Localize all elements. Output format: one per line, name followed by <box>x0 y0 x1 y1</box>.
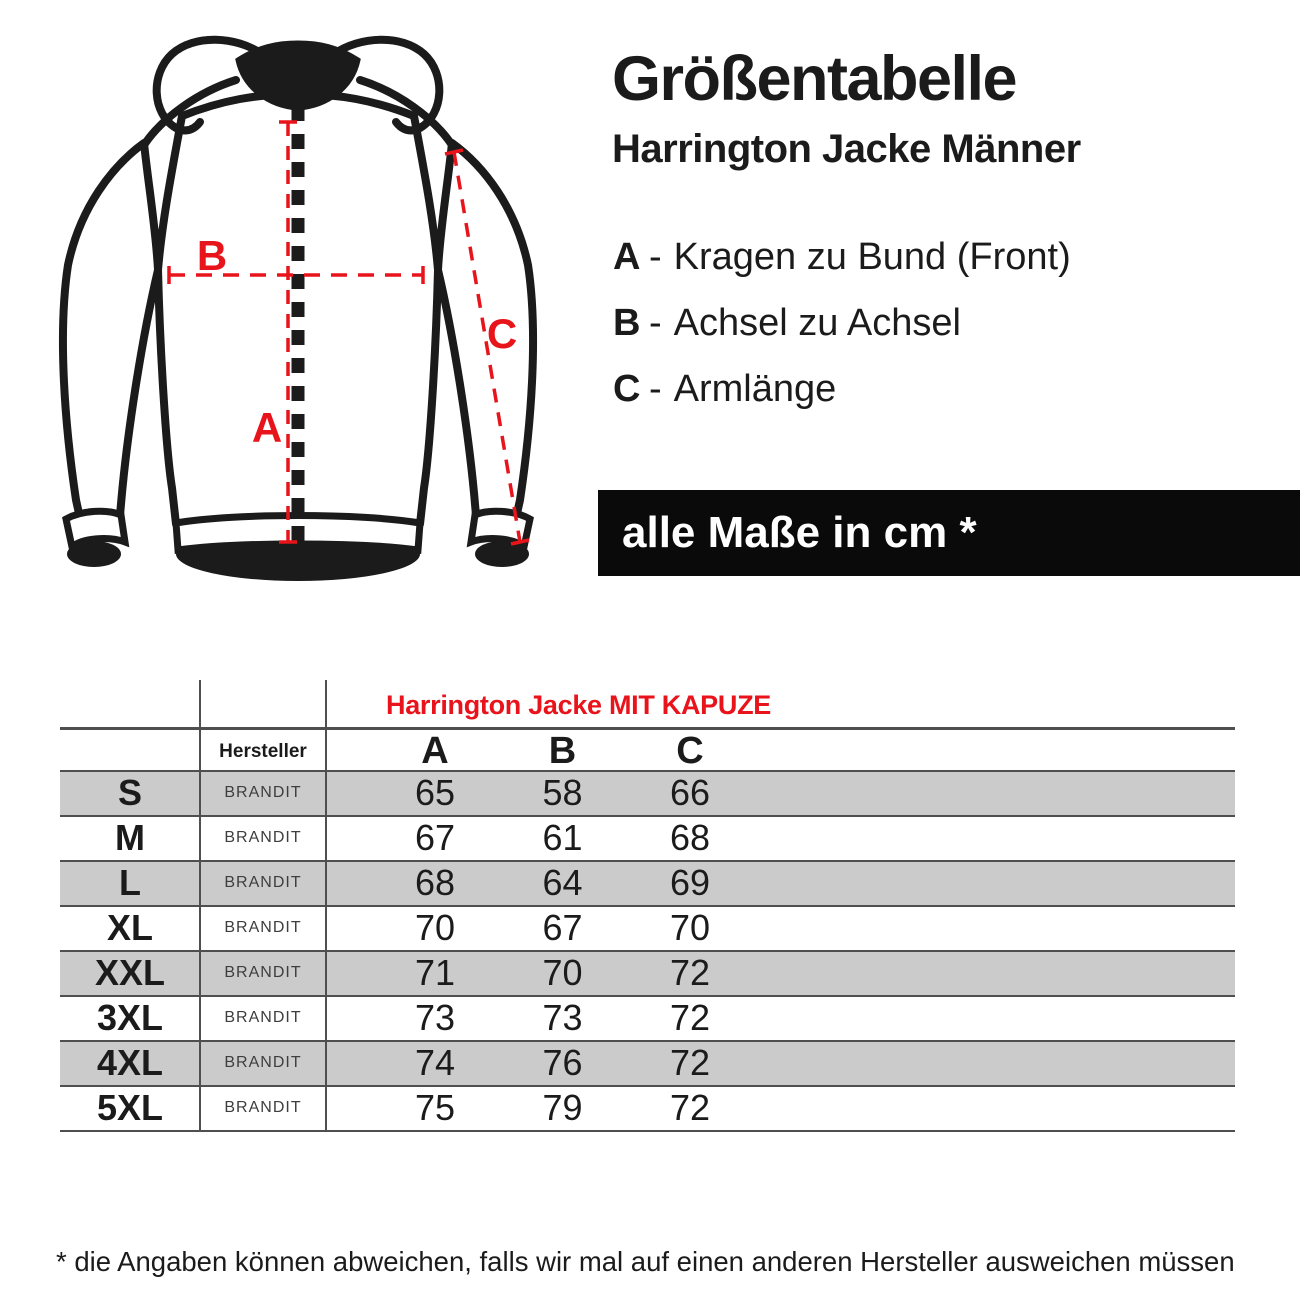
value-b-cell: 70 <box>542 951 583 993</box>
size-cell: M <box>115 816 145 858</box>
value-b-cell: 67 <box>542 906 583 948</box>
column-header-b: B <box>548 730 577 772</box>
value-a-cell: 70 <box>414 906 456 948</box>
value-c-cell: 72 <box>669 951 711 993</box>
column-header-a: A <box>421 730 449 772</box>
table-row <box>60 1040 1235 1085</box>
legend-label: Armlänge <box>673 368 837 410</box>
legend-letter: C <box>613 368 641 410</box>
legend-label: Kragen zu Bund (Front) <box>673 236 1071 278</box>
table-row <box>60 950 1235 995</box>
legend-letter: B <box>613 302 641 344</box>
column-header-manufacturer: Hersteller <box>219 740 307 762</box>
table-title: Harrington Jacke MIT KAPUZE <box>386 690 771 720</box>
value-b-cell: 61 <box>542 816 583 858</box>
manufacturer-cell: BRANDIT <box>224 873 302 891</box>
legend-separator: - <box>649 302 662 344</box>
diagram-label-a: A <box>251 404 283 451</box>
value-c-cell: 66 <box>669 771 711 813</box>
size-cell: XXL <box>94 951 165 993</box>
manufacturer-cell: BRANDIT <box>224 1053 302 1071</box>
table-row <box>60 995 1235 1040</box>
manufacturer-cell: BRANDIT <box>224 828 302 846</box>
value-b-cell: 73 <box>542 996 583 1038</box>
value-b-cell: 58 <box>542 771 583 813</box>
measurement-legend <box>613 224 1071 422</box>
size-cell: 4XL <box>96 1041 164 1083</box>
jacket-measurement-diagram <box>30 30 590 590</box>
table-row <box>60 1085 1235 1130</box>
value-a-cell: 75 <box>414 1086 456 1128</box>
size-cell: 3XL <box>96 996 164 1038</box>
legend-item-a <box>613 224 1071 290</box>
table-header-row <box>60 730 1235 770</box>
jacket-left-cuff <box>66 511 125 547</box>
value-a-cell: 73 <box>414 996 456 1038</box>
table-row <box>60 770 1235 815</box>
value-c-cell: 72 <box>669 996 711 1038</box>
value-a-cell: 74 <box>414 1041 456 1083</box>
value-c-cell: 68 <box>669 816 711 858</box>
value-c-cell: 70 <box>669 906 711 948</box>
size-cell: XL <box>106 906 153 948</box>
manufacturer-cell: BRANDIT <box>224 1098 302 1116</box>
size-table <box>60 680 1235 1132</box>
units-banner-text: alle Maße in cm * <box>622 508 977 557</box>
value-b-cell: 64 <box>542 861 583 903</box>
table-row <box>60 905 1235 950</box>
table-rule <box>60 1130 1235 1132</box>
legend-separator: - <box>649 368 662 410</box>
value-c-cell: 69 <box>669 861 711 903</box>
diagram-label-b: B <box>196 232 228 279</box>
manufacturer-cell: BRANDIT <box>224 963 302 981</box>
jacket-left-sleeve <box>63 143 158 518</box>
column-header-c: C <box>676 730 704 772</box>
value-b-cell: 76 <box>542 1041 583 1083</box>
value-c-cell: 72 <box>669 1041 711 1083</box>
size-cell: 5XL <box>96 1086 164 1128</box>
diagram-label-c: C <box>486 310 518 357</box>
manufacturer-cell: BRANDIT <box>224 918 302 936</box>
page-subtitle: Harrington Jacke Männer <box>612 127 1081 171</box>
value-b-cell: 79 <box>542 1086 583 1128</box>
value-a-cell: 68 <box>414 861 456 903</box>
page-title: Größentabelle <box>612 44 1017 114</box>
footnote: * die Angaben können abweichen, falls wir mal auf einen anderen Hersteller ausweichen müssen <box>56 1246 1235 1277</box>
manufacturer-cell: BRANDIT <box>224 783 302 801</box>
value-a-cell: 65 <box>414 771 456 813</box>
legend-item-c <box>613 356 1071 422</box>
value-a-cell: 71 <box>414 951 456 993</box>
units-banner <box>598 490 1300 576</box>
legend-item-b <box>613 290 1071 356</box>
manufacturer-cell: BRANDIT <box>224 1008 302 1026</box>
legend-separator: - <box>649 236 662 278</box>
size-cell: S <box>117 771 142 813</box>
value-a-cell: 67 <box>414 816 456 858</box>
size-cell: L <box>119 861 141 903</box>
legend-label: Achsel zu Achsel <box>673 302 961 344</box>
value-c-cell: 72 <box>669 1086 711 1128</box>
legend-letter: A <box>613 236 641 278</box>
table-row <box>60 860 1235 905</box>
table-row <box>60 815 1235 860</box>
